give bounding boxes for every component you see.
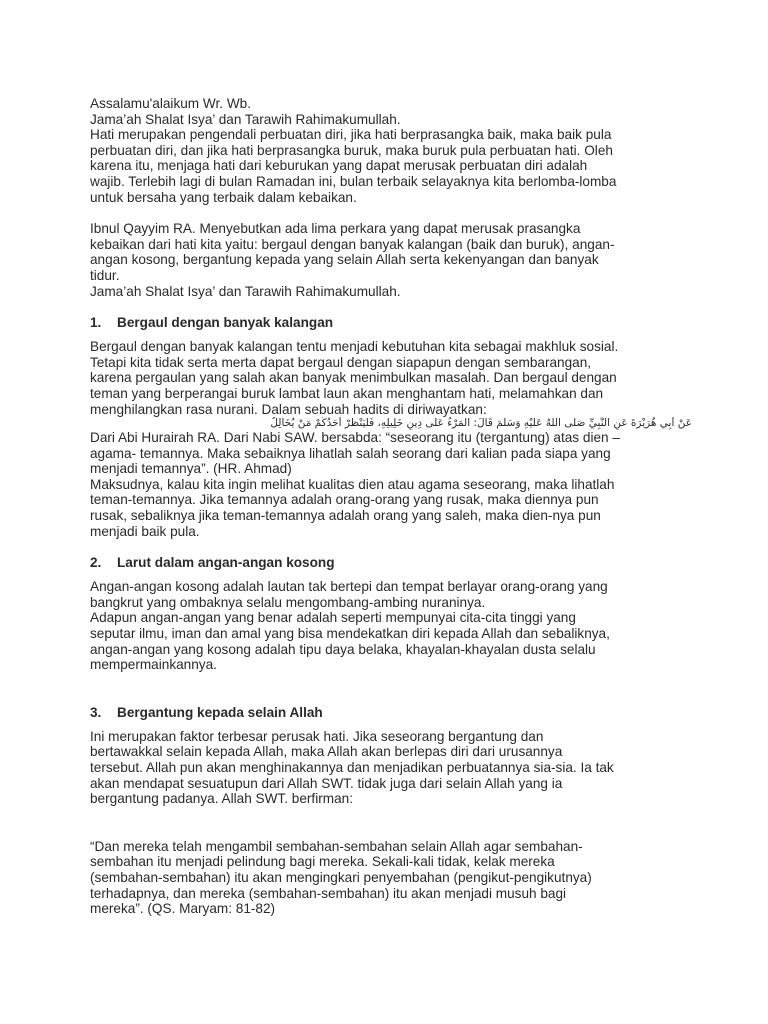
text-line: karena itu, menjaga hati dari keburukan yang dapat merusak perbuatan diri adalah (90, 158, 588, 174)
text-line: rusak, sebaliknya jika teman-temannya adalah orang yang saleh, maka dien-nya pun (90, 508, 601, 524)
text-line: (sembahan-sembahan) itu akan mengingkari penyembahan (pengikut-pengikutnya) (90, 869, 592, 885)
text-line: tersebut. Allah pun akan menghinakannya dan menjadikan perbuatannya sia-sia. Ia tak (90, 760, 614, 775)
section-2-heading (90, 555, 692, 571)
hadith-arabic-text: عَنْ أَبِي هُرَيْرَةَ عَنِ النَّبِيِّ صَلَّى اللهُ عَلَيْهِ وَسَلَّمَ قَالَ: الْمَرْءُ عَلَى دِينِ خَلِيلِهِ، فَلْيَنْظُرْ أَحَدُكُمْ مَنْ يُخَالِلُ (270, 417, 692, 430)
text-line: Dari Abi Hurairah RA. Dari Nabi SAW. bersabda: “seseorang itu (tergantung) atas dien – (90, 430, 620, 446)
text-line: Assalamu'alaikum Wr. Wb. (90, 96, 251, 111)
text-line: karena pergaulan yang salah akan banyak menimbulkan masalah. Dan bergaul dengan (90, 370, 617, 386)
text-line: teman-temannya. Jika temannya adalah orang-orang yang rusak, maka diennya pun (90, 492, 599, 508)
text-line: bergantung padanya. Allah SWT. berfirman: (90, 791, 353, 807)
text-line: Hati merupakan pengendali perbuatan diri, jika hati berprasangka baik, maka baik pula (90, 127, 612, 143)
section-number: 2. (90, 555, 102, 571)
section-number: 3. (90, 704, 102, 720)
text-line: sembahan itu menjadi pelindung bagi mereka. Sekali-kali tidak, kelak mereka (90, 854, 555, 870)
text-line: menjadi baik pula. (90, 523, 200, 539)
text-line: menghilangkan rasa nurani. Dalam sebuah hadits di diriwayatkan: (90, 401, 487, 417)
text-line: Adapun angan-angan yang benar adalah seperti mempunyai cita-cita tinggi yang (90, 610, 576, 626)
section-2-body (90, 579, 692, 673)
text-line: Bergaul dengan banyak kalangan tentu menjadi kebutuhan kita sebagai makhluk sosial. (90, 339, 619, 355)
section-title: Bergaul dengan banyak kalangan (117, 315, 334, 331)
text-line: bangkrut yang ombaknya selalu mengombang-ambing nuraninya. (90, 594, 486, 610)
text-line: perbuatan diri, dan jika hati berprasangka buruk, maka buruk pula perbuatan hati. Oleh (90, 142, 613, 158)
text-line: “Dan mereka telah mengambil sembahan-sembahan selain Allah agar sembahan- (90, 838, 583, 854)
quran-quote (90, 839, 692, 917)
text-line: untuk bersaha yang terbaik dalam kebaikan. (90, 189, 357, 205)
text-line: Ibnul Qayyim RA. Menyebutkan ada lima perkara yang dapat merusak prasangka (90, 221, 581, 237)
text-line: Angan-angan kosong adalah lautan tak bertepi dan tempat berlayar orang-orang yang (90, 579, 608, 595)
text-line: terhadapnya, dan mereka (sembahan-sembahan) itu akan menjadi musuh bagi (90, 885, 567, 901)
section-3-heading (90, 705, 692, 721)
section-1-body (90, 339, 692, 539)
text-line: Maksudnya, kalau kita ingin melihat kualitas dien atau agama seseorang, maka lihatlah (90, 476, 615, 492)
text-line: mempermainkannya. (90, 657, 217, 673)
text-line: angan-angan yang kosong adalah tipu daya belaka, khayalan-khayalan dusta selalu (90, 641, 596, 657)
text-line: Ini merupakan faktor terbesar perusak hati. Jika seseorang bergantung dan (90, 728, 544, 744)
intro-paragraph (90, 96, 692, 205)
text-line: tidur. (90, 267, 120, 283)
text-line: Tetapi kita tidak serta merta dapat bergaul dengan siapapun dengan sembarangan, (90, 354, 592, 370)
text-line: teman yang berperangai buruk lambat laun akan menghantam hati, melamahkan dan (90, 385, 604, 401)
text-line: kebaikan dari hati kita yaitu: bergaul dengan banyak kalangan (baik dan buruk), angan- (90, 236, 615, 252)
text-line: bertawakkal selain kepada Allah, maka Allah akan berlepas diri dari urusannya (90, 744, 563, 760)
text-line: Jama’ah Shalat Isya’ dan Tarawih Rahimakumullah. (90, 283, 401, 299)
text-line: agama- temannya. Maka sebaiknya lihatlah salah seorang dari kalian pada siapa yang (90, 445, 611, 461)
text-line: wajib. Terlebih lagi di bulan Ramadan ini, bulan terbaik selayaknya kita berlomba-lomba (90, 173, 617, 189)
text-line: menjadi temannya”. (HR. Ahmad) (90, 461, 292, 477)
text-line: mereka”. (QS. Maryam: 81-82) (90, 901, 276, 917)
section-3-body (90, 729, 692, 807)
text-line: akan mendapat sesuatupun dari Allah SWT. tidak juga dari selain Allah yang ia (90, 775, 563, 791)
section-title: Bergantung kepada selain Allah (117, 704, 323, 720)
five-matters-paragraph (90, 221, 692, 299)
section-number: 1. (90, 315, 102, 331)
text-line: seputar ilmu, iman dan amal yang bisa mendekatkan diri kepada Allah dan sebaliknya, (90, 626, 610, 642)
section-title: Larut dalam angan-angan kosong (117, 555, 335, 571)
section-1-heading (90, 315, 692, 331)
text-line: angan kosong, bergantung kepada yang selain Allah serta kekenyangan dan banyak (90, 252, 599, 268)
text-line: Jama’ah Shalat Isya’ dan Tarawih Rahimakumullah. (90, 111, 401, 127)
